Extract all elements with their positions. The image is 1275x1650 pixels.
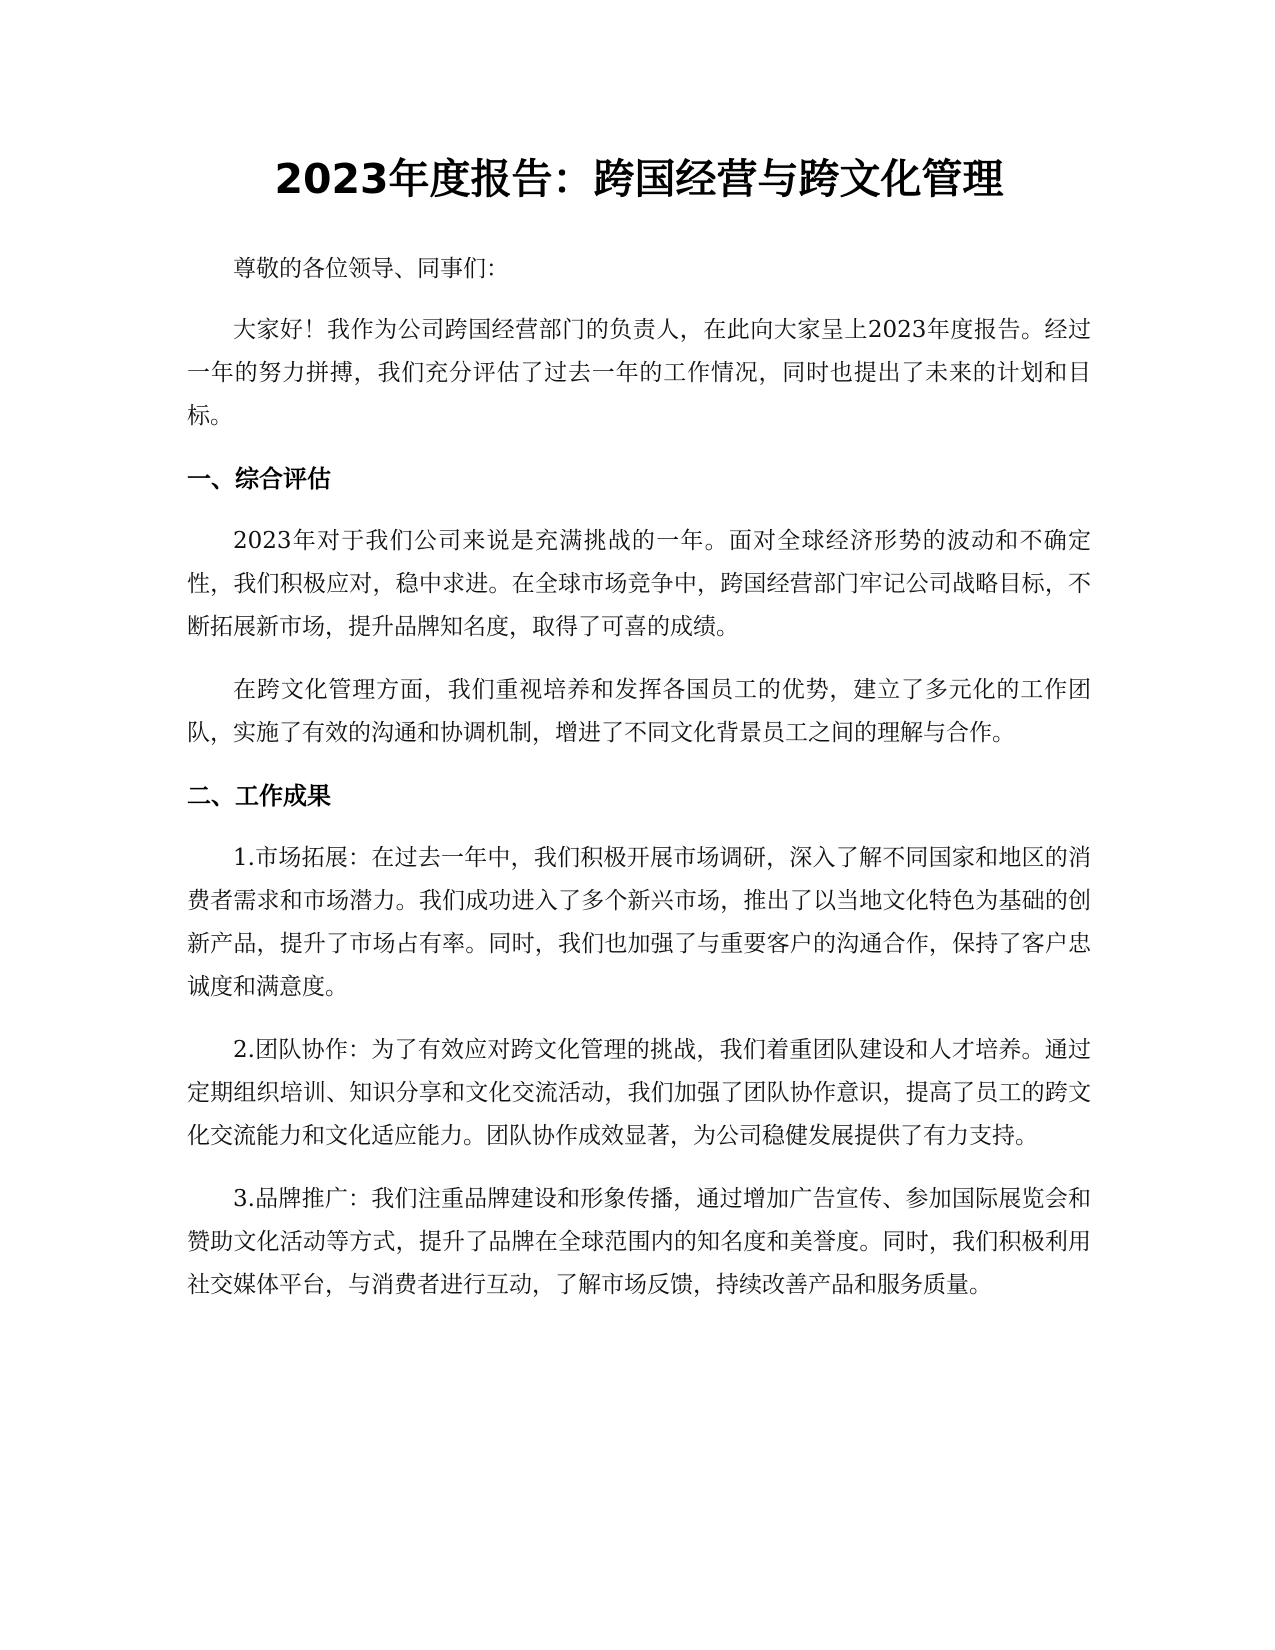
section-heading-achievements: 二、工作成果 — [187, 782, 331, 810]
evaluation-paragraph-1: 2023年对于我们公司来说是充满挑战的一年。面对全球经济形势的波动和不确定性，我们积极应对，稳中求进。在全球市场竞争中，跨国经营部门牢记公司战略目标，不断拓展新市场，提升品牌知名度，取得了可喜的成绩。 — [187, 528, 1091, 640]
document-title: 2023年度报告：跨国经营与跨文化管理 — [274, 155, 1004, 203]
intro-paragraph: 大家好！我作为公司跨国经营部门的负责人，在此向大家呈上2023年度报告。经过一年的努力拼搏，我们充分评估了过去一年的工作情况，同时也提出了未来的计划和目标。 — [187, 317, 1091, 429]
achievement-paragraph-brand: 3.品牌推广：我们注重品牌建设和形象传播，通过增加广告宣传、参加国际展览会和赞助文化活动等方式，提升了品牌在全球范围内的知名度和美誉度。同时，我们积极利用社交媒体平台，与消费者进行互动，了解市场反馈，持续改善产品和服务质量。 — [187, 1186, 1091, 1298]
achievement-paragraph-team: 2.团队协作：为了有效应对跨文化管理的挑战，我们着重团队建设和人才培养。通过定期组织培训、知识分享和文化交流活动，我们加强了团队协作意识，提高了员工的跨文化交流能力和文化适应能力。团队协作成效显著，为公司稳健发展提供了有力支持。 — [187, 1037, 1091, 1149]
achievement-paragraph-market: 1.市场拓展：在过去一年中，我们积极开展市场调研，深入了解不同国家和地区的消费者需求和市场潜力。我们成功进入了多个新兴市场，推出了以当地文化特色为基础的创新产品，提升了市场占有率。同时，我们也加强了与重要客户的沟通合作，保持了客户忠诚度和满意度。 — [187, 845, 1091, 1000]
salutation: 尊敬的各位领导、同事们： — [233, 256, 509, 282]
section-heading-evaluation: 一、综合评估 — [187, 465, 331, 493]
document-body — [187, 148, 1091, 1327]
evaluation-paragraph-2: 在跨文化管理方面，我们重视培养和发挥各国员工的优势，建立了多元化的工作团队，实施了有效的沟通和协调机制，增进了不同文化背景员工之间的理解与合作。 — [187, 677, 1091, 746]
